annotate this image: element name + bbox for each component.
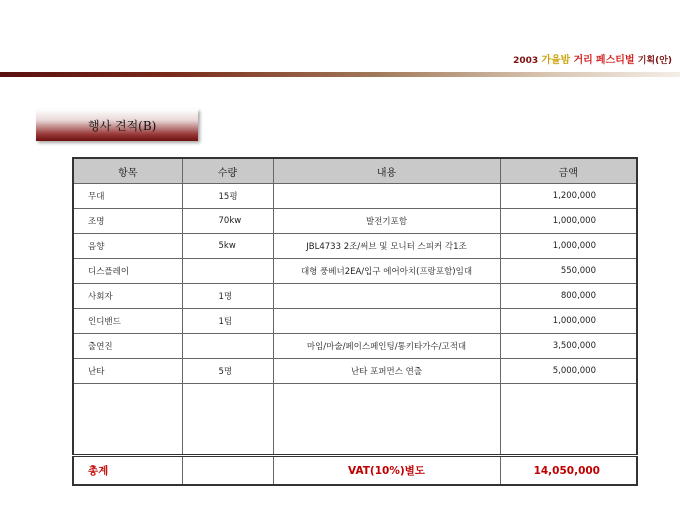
header-street: 거리: [573, 55, 593, 66]
column-header-amount: 금액: [500, 158, 637, 184]
description-cell: [273, 284, 500, 309]
total-quantity: [182, 456, 273, 486]
header-festival: 페스티벌: [595, 55, 635, 66]
description-cell: [273, 184, 500, 209]
quantity-cell: 5명: [182, 359, 273, 384]
amount-cell: 3,500,000: [500, 334, 637, 359]
item-cell: 사회자: [73, 284, 182, 309]
quantity-cell: 70kw: [182, 209, 273, 234]
table-header-row: [73, 158, 637, 184]
quantity-cell: [182, 334, 273, 359]
quantity-cell: 1명: [182, 284, 273, 309]
quantity-cell: 5kw: [182, 234, 273, 259]
quantity-cell: [182, 259, 273, 284]
table-row: [73, 309, 637, 334]
description-cell: 마임/마술/페이스페인팅/통키타가수/고적대: [273, 334, 500, 359]
table-row: [73, 284, 637, 309]
table-row: [73, 209, 637, 234]
item-cell: 인디밴드: [73, 309, 182, 334]
item-cell: 난타: [73, 359, 182, 384]
empty-cell: [273, 384, 500, 456]
empty-row: [73, 384, 637, 456]
header-divider: [0, 72, 680, 77]
table-row: [73, 334, 637, 359]
amount-cell: 800,000: [500, 284, 637, 309]
table-row: [73, 359, 637, 384]
description-cell: JBL4733 2조/써브 및 모니터 스피커 각1조: [273, 234, 500, 259]
column-header-description: 내용: [273, 158, 500, 184]
column-header-quantity: 수량: [182, 158, 273, 184]
header-year: 2003: [513, 56, 539, 66]
quantity-cell: 1팀: [182, 309, 273, 334]
empty-cell: [73, 384, 182, 456]
description-cell: 대형 풍베너2EA/입구 에어아치(프랑포함)임대: [273, 259, 500, 284]
item-cell: 출연진: [73, 334, 182, 359]
amount-cell: 1,200,000: [500, 184, 637, 209]
item-cell: 무대: [73, 184, 182, 209]
amount-cell: 1,000,000: [500, 309, 637, 334]
empty-cell: [500, 384, 637, 456]
quantity-cell: 15평: [182, 184, 273, 209]
amount-cell: 550,000: [500, 259, 637, 284]
section-title-banner: [36, 109, 198, 141]
section-title: 행사 견적(B): [88, 119, 157, 133]
header-autumn-night: 가을밤: [541, 55, 571, 66]
amount-cell: 5,000,000: [500, 359, 637, 384]
table-row: [73, 184, 637, 209]
total-amount: 14,050,000: [500, 456, 637, 486]
amount-cell: 1,000,000: [500, 209, 637, 234]
description-cell: 난타 포퍼먼스 연출: [273, 359, 500, 384]
column-header-item: 항목: [73, 158, 182, 184]
item-cell: 음향: [73, 234, 182, 259]
table-row: [73, 259, 637, 284]
description-cell: [273, 309, 500, 334]
table-row: [73, 234, 637, 259]
document-header-title: [513, 51, 672, 66]
quote-table: [72, 157, 638, 486]
total-note: VAT(10%)별도: [273, 456, 500, 486]
header-plan: 기획(안): [637, 56, 672, 66]
item-cell: 조명: [73, 209, 182, 234]
total-row: [73, 456, 637, 486]
description-cell: 발전기포함: [273, 209, 500, 234]
amount-cell: 1,000,000: [500, 234, 637, 259]
empty-cell: [182, 384, 273, 456]
total-label: 총계: [73, 456, 182, 486]
item-cell: 디스플레이: [73, 259, 182, 284]
